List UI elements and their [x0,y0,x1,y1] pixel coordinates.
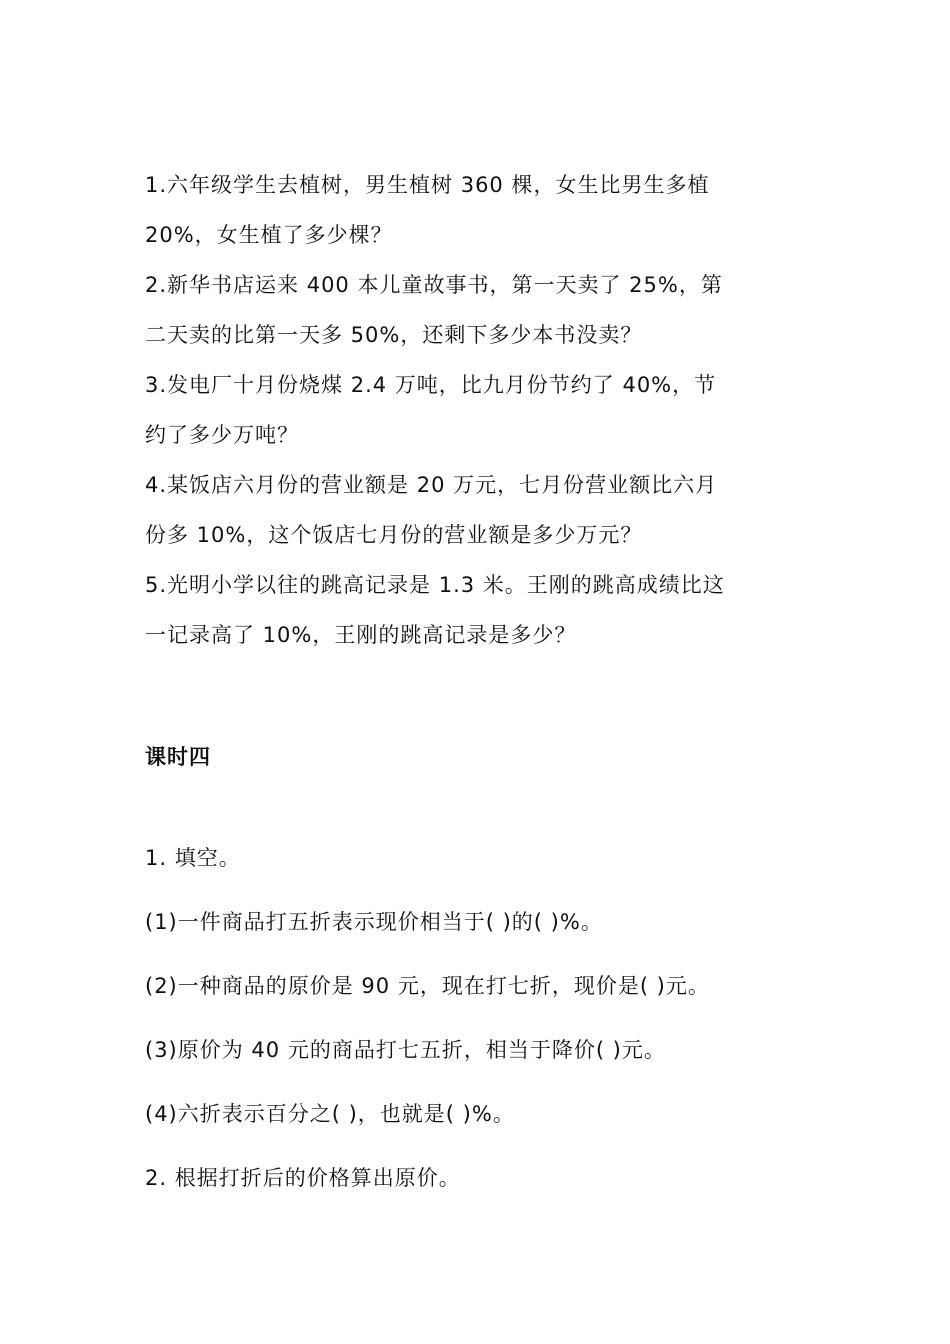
problem-3-line-2: 约了多少万吨？ [145,423,299,447]
problem-2-line-2: 二天卖的比第一天多 50%，还剩下多少本书没卖？ [145,323,643,347]
problem-5-line-1: 5.光明小学以往的跳高记录是 1.3 米。王刚的跳高成绩比这 [145,573,725,597]
fill-item-2: (2)一种商品的原价是 90 元，现在打七折，现价是( )元。 [145,974,710,998]
fill-item-4: (4)六折表示百分之( )，也就是( )%。 [145,1102,515,1126]
problem-2-line-1: 2.新华书店运来 400 本儿童故事书，第一天卖了 25%，第 [145,273,723,297]
fill-item-1: (1)一件商品打五折表示现价相当于( )的( )%。 [145,910,603,934]
problem-4-line-2: 份多 10%，这个饭店七月份的营业额是多少万元？ [145,523,643,547]
original-price-question-title: 2. 根据打折后的价格算出原价。 [145,1166,461,1190]
problem-4-line-1: 4.某饭店六月份的营业额是 20 万元，七月份营业额比六月 [145,473,718,497]
problem-5-line-2: 一记录高了 10%，王刚的跳高记录是多少？ [145,623,577,647]
fill-blank-question-title: 1. 填空。 [145,846,241,870]
problem-3-line-1: 3.发电厂十月份烧煤 2.4 万吨，比九月份节约了 40%，节 [145,373,717,397]
problem-1-line-2: 20%，女生植了多少棵？ [145,223,393,247]
problem-1-line-1: 1.六年级学生去植树，男生植树 360 棵，女生比男生多植 [145,173,710,197]
fill-item-3: (3)原价为 40 元的商品打七五折，相当于降价( )元。 [145,1038,666,1062]
section-title: 课时四 [145,745,211,769]
